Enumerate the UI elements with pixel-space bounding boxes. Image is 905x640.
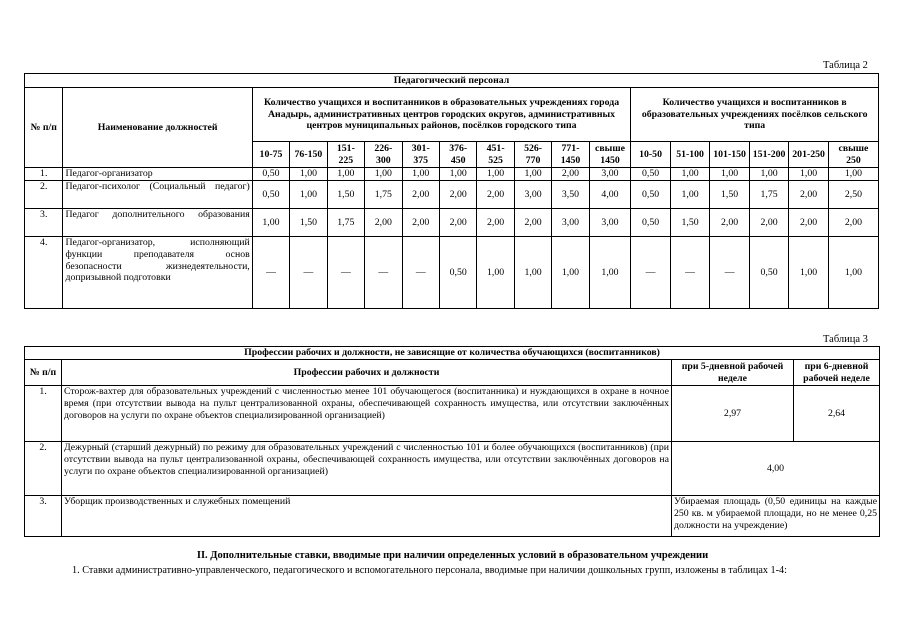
cell-value: — — [327, 237, 364, 309]
cell-value: — — [710, 237, 750, 309]
row-text: Уборщик производственных и служебных помещений — [62, 496, 672, 537]
cell-value: 2,00 — [552, 168, 589, 181]
table-row — [25, 237, 879, 309]
cell-value: 1,00 — [327, 168, 364, 181]
row-position-name: Педагог-психолог (Социальный педагог) — [63, 181, 252, 209]
cell-value: 1,00 — [710, 168, 750, 181]
cell-value: 4,00 — [589, 181, 631, 209]
col-header-5day: при 5-дневной рабочей неделе — [672, 360, 794, 386]
cell-value: 2,00 — [514, 209, 551, 237]
range-header-rural: 101-150 — [710, 142, 750, 168]
cell-value: 2,64 — [794, 386, 880, 442]
cell-value: 1,00 — [514, 168, 551, 181]
table-row — [25, 181, 879, 209]
row-num: 2. — [25, 181, 63, 209]
cell-value: 1,00 — [402, 168, 439, 181]
row-num: 3. — [25, 209, 63, 237]
range-header-city: 376-450 — [439, 142, 476, 168]
cell-value: 1,00 — [477, 168, 514, 181]
cell-value: 1,00 — [365, 168, 402, 181]
range-header-city: 301-375 — [402, 142, 439, 168]
cell-value: 2,00 — [789, 209, 829, 237]
cell-value: 0,50 — [631, 181, 671, 209]
table3-title: Профессии рабочих и должности, не зависящие от количества обучающихся (воспитанников) — [25, 347, 880, 360]
cell-value: 1,50 — [670, 209, 710, 237]
cell-value: 2,00 — [365, 209, 402, 237]
range-header-city: 151-225 — [327, 142, 364, 168]
cell-value: 0,50 — [749, 237, 789, 309]
cell-value: 1,00 — [749, 168, 789, 181]
table-row — [25, 442, 880, 496]
cell-value: 3,00 — [514, 181, 551, 209]
cell-value: — — [670, 237, 710, 309]
cell-value: — — [631, 237, 671, 309]
cell-value: 0,50 — [631, 209, 671, 237]
cell-value: 2,00 — [439, 209, 476, 237]
range-header-city: свыше 1450 — [589, 142, 631, 168]
cell-value: 2,97 — [672, 386, 794, 442]
range-header-rural: 10-50 — [631, 142, 671, 168]
cell-value: 1,00 — [514, 237, 551, 309]
cell-value: 1,75 — [365, 181, 402, 209]
col-group-rural: Количество учащихся и воспитанников в образовательных учреждениях посёлков сельского типа — [631, 88, 879, 142]
cell-value: 1,00 — [290, 181, 327, 209]
table-row — [25, 496, 880, 537]
cell-value: 2,00 — [710, 209, 750, 237]
table-row — [25, 386, 880, 442]
cell-value: 2,00 — [789, 181, 829, 209]
row-num: 4. — [25, 237, 63, 309]
cell-value: 3,00 — [589, 168, 631, 181]
cell-value: 1,75 — [327, 209, 364, 237]
cell-value: 1,50 — [290, 209, 327, 237]
cell-value: 4,00 — [672, 442, 880, 496]
cell-value: 1,00 — [828, 168, 878, 181]
table2-caption: Таблица 2 — [823, 60, 868, 71]
cell-value: 2,00 — [439, 181, 476, 209]
row-num: 2. — [25, 442, 62, 496]
cell-value: 0,50 — [439, 237, 476, 309]
cell-value: 2,00 — [477, 209, 514, 237]
section-paragraph: 1. Ставки административно-управленческого, педагогического и вспомогательного персонала, вводимые при наличии дошкольных групп, изложены в таблицах 1-4: — [72, 565, 787, 576]
cell-value: 3,00 — [552, 209, 589, 237]
range-header-city: 451-525 — [477, 142, 514, 168]
row-num: 1. — [25, 386, 62, 442]
range-header-rural: свыше 250 — [828, 142, 878, 168]
range-header-city: 526-770 — [514, 142, 551, 168]
row-text: Сторож-вахтер для образовательных учреждений с численностью менее 101 обучающегося (воспитанника) и нуждающихся в охране в ночное время (при отсутствии вывода на пульт централизованной охраны, обеспечивающей сохранность имущества, или отсутствии заключённых договоров на услуги по охране объектов специализированной организацией) — [62, 386, 672, 442]
range-header-city: 771-1450 — [552, 142, 589, 168]
cell-value: 2,00 — [477, 181, 514, 209]
col-header-num: № п/п — [25, 88, 63, 168]
cell-value: 1,75 — [749, 181, 789, 209]
cell-value: 1,00 — [828, 237, 878, 309]
range-header-rural: 151-200 — [749, 142, 789, 168]
cell-value: 1,00 — [670, 168, 710, 181]
cell-value: 1,00 — [252, 209, 289, 237]
table-row — [25, 168, 879, 181]
cell-value: — — [290, 237, 327, 309]
col-header-position: Наименование должностей — [63, 88, 252, 168]
table-pedagogical-staff — [24, 73, 879, 309]
cell-value: — — [365, 237, 402, 309]
cell-value: 2,00 — [828, 209, 878, 237]
cell-value: Убираемая площадь (0,50 единицы на каждые 250 кв. м убираемой площади, но не менее 0,25 должности на учреждение) — [672, 496, 880, 537]
cell-value: 3,00 — [589, 209, 631, 237]
col-header-num: № п/п — [25, 360, 62, 386]
col-header-6day: при 6-дневной рабочей неделе — [794, 360, 880, 386]
table2-title: Педагогический персонал — [25, 74, 879, 88]
col-header-profession: Профессии рабочих и должности — [62, 360, 672, 386]
cell-value: 1,00 — [789, 168, 829, 181]
table-workers-professions — [24, 346, 880, 537]
range-header-city: 226-300 — [365, 142, 402, 168]
cell-value: 1,50 — [710, 181, 750, 209]
cell-value: 1,00 — [477, 237, 514, 309]
cell-value: 2,50 — [828, 181, 878, 209]
cell-value: — — [402, 237, 439, 309]
row-num: 3. — [25, 496, 62, 537]
cell-value: 3,50 — [552, 181, 589, 209]
cell-value: — — [252, 237, 289, 309]
cell-value: 2,00 — [402, 181, 439, 209]
range-header-rural: 201-250 — [789, 142, 829, 168]
cell-value: 1,00 — [789, 237, 829, 309]
range-header-rural: 51-100 — [670, 142, 710, 168]
range-header-city: 10-75 — [252, 142, 289, 168]
table3-caption: Таблица 3 — [823, 334, 868, 345]
cell-value: 1,00 — [552, 237, 589, 309]
cell-value: 2,00 — [749, 209, 789, 237]
cell-value: 0,50 — [252, 181, 289, 209]
row-num: 1. — [25, 168, 63, 181]
cell-value: 1,00 — [290, 168, 327, 181]
section-title: II. Дополнительные ставки, вводимые при наличии определенных условий в образовательном учреждении — [196, 550, 709, 561]
cell-value: 1,00 — [589, 237, 631, 309]
row-position-name: Педагог дополнительного образования — [63, 209, 252, 237]
cell-value: 2,00 — [402, 209, 439, 237]
table-row — [25, 209, 879, 237]
row-position-name: Педагог-организатор, исполняющий функции преподавателя основ безопасности жизнедеятельности, допризывной подготовки — [63, 237, 252, 309]
cell-value: 0,50 — [631, 168, 671, 181]
row-position-name: Педагог-организатор — [63, 168, 252, 181]
cell-value: 1,00 — [439, 168, 476, 181]
cell-value: 1,50 — [327, 181, 364, 209]
row-text: Дежурный (старший дежурный) по режиму для образовательных учреждений с численностью 101 и более обучающихся (воспитанников) (при отсутствии вывода на пульт централизованной охраны, обеспечивающей сохранность имущества, или отсутствии заключённых договоров на услуги по охране объектов специализированной организацией) — [62, 442, 672, 496]
cell-value: 1,00 — [670, 181, 710, 209]
cell-value: 0,50 — [252, 168, 289, 181]
range-header-city: 76-150 — [290, 142, 327, 168]
col-group-city: Количество учащихся и воспитанников в образовательных учреждениях города Анадырь, административных центров городских округов, административных центров муниципальных районов, посёлков городского типа — [252, 88, 631, 142]
